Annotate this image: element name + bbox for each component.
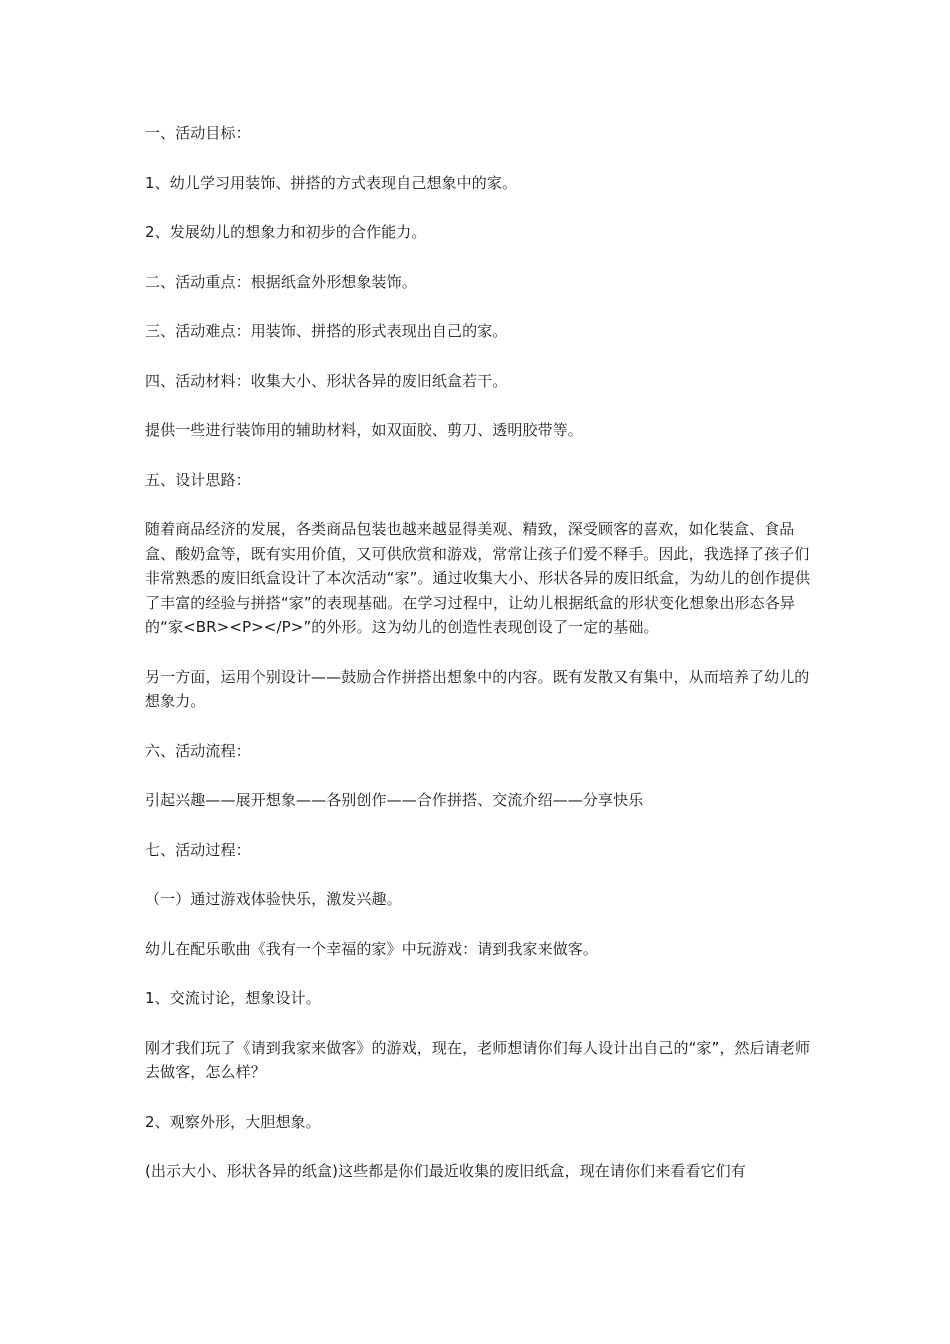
heading-design-idea: 五、设计思路： [145,470,251,489]
discussion-text: 刚才我们玩了《请到我家来做客》的游戏，现在，老师想请你们每人设计出自己的“家”，然后请老师去做客，怎么样？ [145,1038,811,1081]
activity-flow-steps: 引起兴趣——展开想象——各别创作——合作拼搭、交流介绍——分享快乐 [145,791,644,809]
document-page [145,121,817,1209]
process-step-1-text: 幼儿在配乐歌曲《我有一个幸福的家》中玩游戏：请到我家来做客。 [145,939,599,958]
heading-activity-process: 七、活动过程： [145,840,251,859]
discussion-subheading: 1、交流讨论，想象设计。 [145,989,321,1007]
observation-text: (出示大小、形状各异的纸盒)这些都是你们最近收集的废旧纸盒，现在请你们来看看它们有 [145,1162,746,1180]
heading-activity-difficulty: 三、活动难点：用装饰、拼搭的形式表现出自己的家。 [145,322,508,340]
heading-activity-materials: 四、活动材料：收集大小、形状各异的废旧纸盒若干。 [145,371,508,390]
heading-activity-goals: 一、活动目标： [145,124,251,142]
design-idea-paragraph: 随着商品经济的发展，各类商品包装也越来越显得美观、精致，深受顾客的喜欢，如化装盒、食品盒、酸奶盒等，既有实用价值，又可供欣赏和游戏，常常让孩子们爱不释手。因此，我选择了孩子们非常熟悉的废旧纸盒设计了本次活动“家”。通过收集大小、形状各异的废旧纸盒，为幼儿的创作提供了丰富的经验与拼搭“家”的表现基础。在学习过程中，让幼儿根据纸盒的形状变化想象出形态各异的“家<BR><P></P>”的外形。这为幼儿的创造性表现创设了一定的基础。 [145,520,811,636]
process-step-1-title: （一）通过游戏体验快乐，激发兴趣。 [145,890,402,908]
materials-detail: 提供一些进行装饰用的辅助材料，如双面胶、剪刀、透明胶带等。 [145,421,583,439]
heading-activity-focus: 二、活动重点：根据纸盒外形想象装饰。 [145,272,417,291]
heading-activity-flow: 六、活动流程： [145,741,251,760]
goal-item-2: 2、发展幼儿的想象力和初步的合作能力。 [145,223,427,241]
observation-subheading: 2、观察外形，大胆想象。 [145,1112,321,1131]
goal-item-1: 1、幼儿学习用装饰、拼搭的方式表现自己想象中的家。 [145,173,518,192]
design-idea-paragraph-2: 另一方面，运用个别设计——鼓励合作拼搭出想象中的内容。既有发散又有集中，从而培养了幼儿的想象力。 [145,667,810,710]
